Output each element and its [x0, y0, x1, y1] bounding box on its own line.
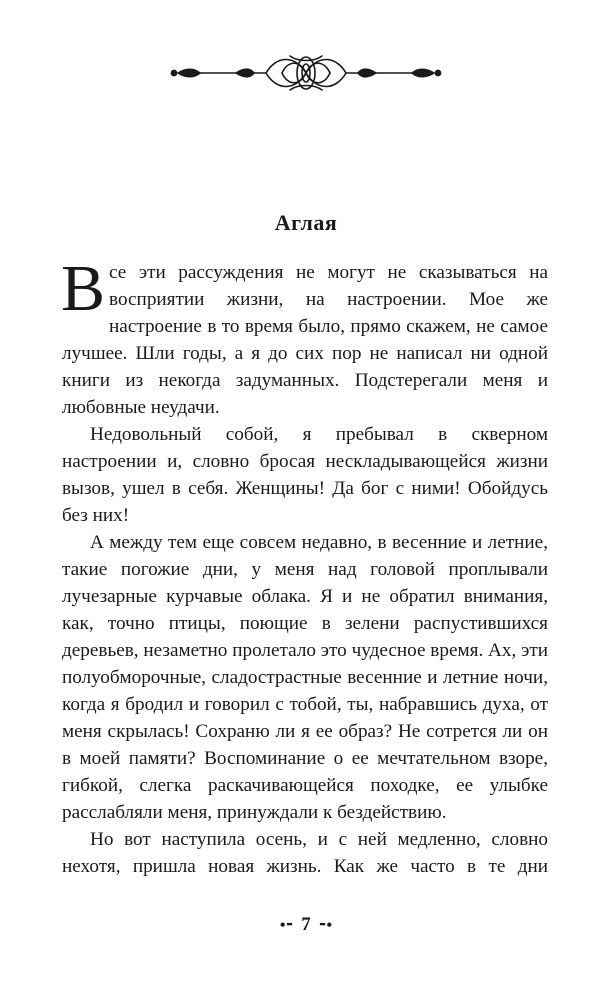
- chapter-title: Аглая: [274, 210, 338, 235]
- page-number: 7: [301, 914, 311, 935]
- paragraph-1-text: се эти рассуждения не могут не сказываться на восприятии жизни, на настроении. Мое же настроение в то время было, прямо скажем, не самое лучшее. Шли годы, а я до сих пор не написал ни одной книги из некогда задуманных. Подстерегали меня и любовные неудачи.: [62, 262, 548, 418]
- paragraph-2: Недовольный собой, я пребывал в скверном настроении и, словно бросая нескладывающейся жизни вызов, ушел в себя. Женщины! Да бог с ними! Обойдусь без них!: [62, 424, 548, 526]
- left-folio-ornament-icon: •⁃: [279, 917, 294, 934]
- paragraph-3: А между тем еще совсем недавно, в весенние и летние, такие погожие дни, у меня над головой проплывали лучезарные курчавые облака. Я и не обратил внимания, как, точно птицы, поющие в зелени распустившихся деревьев, незаметно пролетало это чудесное время. Ах, эти полуобморочные, сладострастные весенние и летние ночи, когда я бродил и говорил с тобой, ты, набравшись духа, от меня скрылась! Сохраню ли я ее образ? Не сотрется ли он в моей памяти? Воспоминание о ее мечтательном взоре, гибкой, слегка раскачивающейся походке, ее улыбке расслабляли меня, принуждали к бездействию.: [62, 532, 548, 823]
- body-text: [61, 252, 548, 880]
- right-folio-ornament-icon: ⁃•: [318, 917, 333, 934]
- flourish-ornament-icon: [166, 50, 446, 96]
- paragraph-1: [61, 252, 548, 421]
- drop-cap: В: [61, 252, 106, 325]
- page-number-footer: [0, 914, 612, 936]
- paragraph-4: Но вот наступила осень, и с ней медленно, словно нехотя, пришла новая жизнь. Как же часто в те дни: [62, 829, 548, 877]
